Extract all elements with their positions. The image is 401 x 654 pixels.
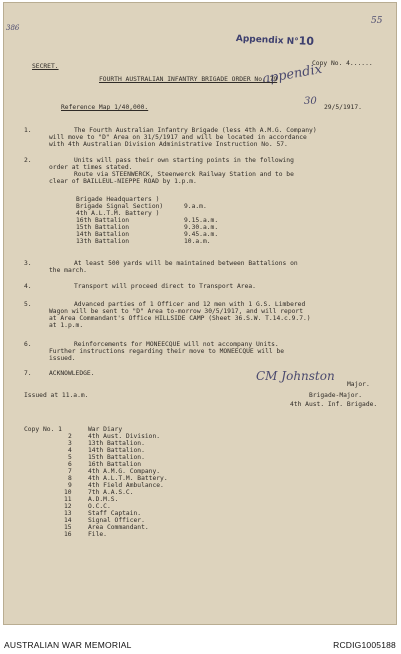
handwritten-appendix: appendix xyxy=(261,61,324,88)
paragraph-number: 6. xyxy=(24,341,32,348)
paragraph-line: Further instructions regarding their move to MONEECQUE will be xyxy=(49,348,285,355)
march-unit: 15th Battalion xyxy=(76,224,130,231)
copy-recipient: O.C.C. xyxy=(88,503,111,510)
copy-recipient: A.D.M.S. xyxy=(88,496,119,503)
paragraph-number: 7. xyxy=(24,370,32,377)
march-unit: 13th Battalion xyxy=(76,238,130,245)
paragraph-line: Reinforcements for MONEECQUE will not accompany Units. xyxy=(74,341,279,348)
copy-label: 2 xyxy=(68,433,72,440)
paragraph-line: issued. xyxy=(49,355,76,362)
signature-role: Brigade-Major. xyxy=(309,392,363,399)
handwritten-day: 30 xyxy=(304,96,317,107)
page-number: 55 xyxy=(371,16,383,26)
archive-id: RCDIG1005188 xyxy=(333,640,396,650)
copy-label: 5 xyxy=(68,454,72,461)
appendix-stamp xyxy=(236,26,315,49)
copy-label: 15 xyxy=(64,524,72,531)
copy-label: 16 xyxy=(64,531,72,538)
copy-recipient: Staff Captain. xyxy=(88,510,142,517)
paragraph-line: Units will pass their own starting points in the following xyxy=(74,157,294,164)
margin-number: 386 xyxy=(6,24,20,32)
paragraph-number: 1. xyxy=(24,127,32,134)
copy-label: 3 xyxy=(68,440,72,447)
march-time: 9.30.a.m. xyxy=(184,224,219,231)
order-title: FOURTH AUSTRALIAN INFANTRY BRIGADE ORDER No. 79 xyxy=(99,76,278,83)
paragraph-line: at 1.p.m. xyxy=(49,322,84,329)
copy-label: 11 xyxy=(64,496,72,503)
copy-label: 4 xyxy=(68,447,72,454)
copy-recipient: Area Commandant. xyxy=(88,524,149,531)
stamp-prefix: Appendix N° xyxy=(235,33,299,48)
march-unit: 14th Battalion xyxy=(76,231,130,238)
copy-recipient: War Diary xyxy=(88,426,123,433)
paragraph-line: with 4th Australian Division Administrative Instruction No. 57. xyxy=(49,141,288,148)
march-unit: Brigade Headquarters ) xyxy=(76,196,160,203)
archive-name: AUSTRALIAN WAR MEMORIAL xyxy=(4,640,132,650)
handwritten-signature: CM Johnston xyxy=(256,369,335,383)
march-unit: Brigade Signal Section) xyxy=(76,203,164,210)
signature-rank: Major. xyxy=(347,381,370,388)
issued-time: Issued at 11.a.m. xyxy=(24,392,89,399)
copy-label: 8 xyxy=(68,475,72,482)
march-time: 9.45.a.m. xyxy=(184,231,219,238)
copy-label: 13 xyxy=(64,510,72,517)
copy-recipient: 14th Battalion. xyxy=(88,447,145,454)
paragraph-number: 5. xyxy=(24,301,32,308)
paragraph-line: At least 500 yards will be maintained between Battalions on xyxy=(74,260,298,267)
copy-label: 6 xyxy=(68,461,72,468)
signature-unit: 4th Aust. Inf. Brigade. xyxy=(290,401,378,408)
march-unit: 4th A.L.T.M. Battery ) xyxy=(76,210,160,217)
paragraph-line: The Fourth Australian Infantry Brigade (less 4th A.M.G. Company) xyxy=(74,127,317,134)
copy-label: 9 xyxy=(68,482,72,489)
copy-recipient: 15th Battalion. xyxy=(88,454,145,461)
copy-number: Copy No. 4...... xyxy=(312,60,373,67)
paragraph-line: order at times stated. xyxy=(49,164,133,171)
copy-recipient: 4th Field Ambulance. xyxy=(88,482,164,489)
march-unit: 16th Battalion xyxy=(76,217,130,224)
copy-recipient: 13th Battalion. xyxy=(88,440,145,447)
copy-label: 7 xyxy=(68,468,72,475)
march-time: 9.a.m. xyxy=(184,203,207,210)
copy-label: Copy No. 1 xyxy=(24,426,62,433)
paragraph-line: Route via STEENWERCK, Steenwerck Railway Station and to be xyxy=(74,171,294,178)
copy-label: 10 xyxy=(64,489,72,496)
copy-recipient: 16th Battalion xyxy=(88,461,142,468)
march-time: 9.15.a.m. xyxy=(184,217,219,224)
march-time: 10.a.m. xyxy=(184,238,211,245)
paragraph-line: Wagon will be sent to "D" Area to-morrow 30/5/1917, and will report xyxy=(49,308,304,315)
order-date: 29/5/1917. xyxy=(324,104,362,111)
copy-label: 12 xyxy=(64,503,72,510)
copy-label: 14 xyxy=(64,517,72,524)
copy-recipient: File. xyxy=(88,531,107,538)
copy-recipient: 4th Aust. Division. xyxy=(88,433,161,440)
copy-recipient: 7th A.A.S.C. xyxy=(88,489,134,496)
paragraph-line: ACKNOWLEDGE. xyxy=(49,370,95,377)
stamp-number: 10 xyxy=(298,34,315,49)
paragraph-number: 4. xyxy=(24,283,32,290)
paragraph-number: 2. xyxy=(24,157,32,164)
paragraph-line: clear of BAILLEUL-NIEPPE ROAD by 1.p.m. xyxy=(49,178,197,185)
paragraph-number: 3. xyxy=(24,260,32,267)
paragraph-line: at Area Commandant's Office HILLSIDE CAMP (Sheet 36.S.W. T.14.c.9.7.) xyxy=(49,315,311,322)
reference-map: Reference Map 1/40,000. xyxy=(61,104,149,111)
paragraph-line: Transport will proceed direct to Transport Area. xyxy=(74,283,256,290)
classification: SECRET. xyxy=(32,63,59,70)
paragraph-line: Advanced parties of 1 Officer and 12 men with 1 G.S. Limbered xyxy=(74,301,306,308)
copy-recipient: 4th A.L.T.M. Battery. xyxy=(88,475,168,482)
copy-recipient: Signal Officer. xyxy=(88,517,145,524)
paragraph-line: the march. xyxy=(49,267,87,274)
copy-recipient: 4th A.M.G. Company. xyxy=(88,468,161,475)
document-page xyxy=(3,2,397,625)
paragraph-line: will move to "D" Area on 31/5/1917 and will be located in accordance xyxy=(49,134,307,141)
